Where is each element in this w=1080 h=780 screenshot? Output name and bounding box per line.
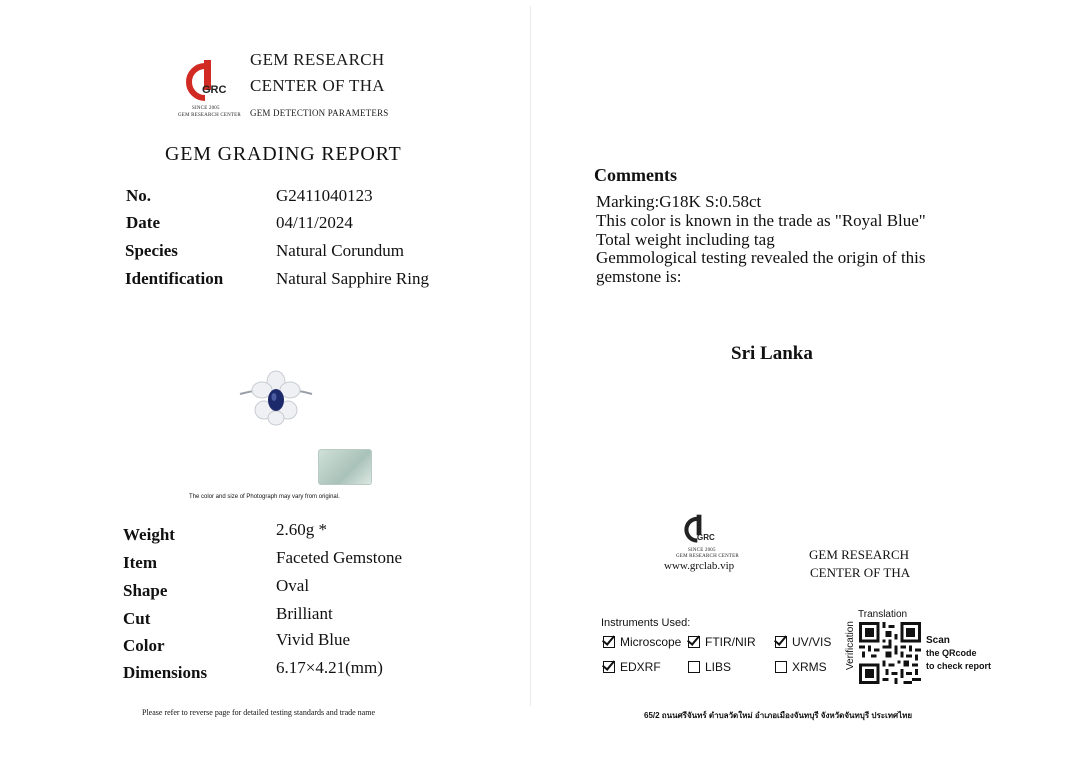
comment-line-marking: Marking:G18K S:0.58ct: [596, 192, 762, 211]
field-value-species: Natural Corundum: [276, 241, 404, 260]
instrument-label: FTIR/NIR: [705, 635, 756, 649]
checkbox-checked-icon: [775, 636, 787, 648]
hologram-sticker: [318, 449, 372, 485]
instruments-title: Instruments Used:: [601, 617, 691, 629]
instrument-label: XRMS: [792, 660, 827, 674]
lab-address: 65/2 ถนนศรีจันทร์ ตำบลวัดใหม่ อำเภอเมืองจันทบุรี จังหวัดจันทบุรี ประเทศไทย: [644, 711, 913, 720]
checkbox-checked-icon: [603, 661, 615, 673]
scan-line-3: to check report: [926, 661, 992, 671]
org-name-line2: CENTER OF THA: [250, 76, 385, 95]
field-value-weight: 2.60g *: [276, 520, 327, 539]
field-label-dimensions: Dimensions: [123, 663, 208, 682]
origin-country: Sri Lanka: [731, 343, 813, 364]
field-label-weight: Weight: [123, 525, 175, 544]
org-subtitle: GEM DETECTION PARAMETERS: [250, 108, 389, 118]
right-logo-org-small: GEM RESEARCH CENTER: [676, 554, 739, 559]
instrument-xrms: [775, 660, 827, 674]
scan-instructions: [926, 634, 991, 673]
logo-since: SINCE 2005: [192, 106, 220, 111]
comment-line-total-weight: Total weight including tag: [596, 230, 775, 249]
field-value-no: G2411040123: [276, 186, 373, 205]
right-logo-letters: GRC: [697, 533, 715, 542]
field-value-identification: Natural Sapphire Ring: [276, 269, 429, 288]
instrument-label: EDXRF: [620, 660, 661, 674]
page-fold-divider: [530, 6, 531, 706]
instrument-microscope: [603, 635, 681, 649]
instrument-uv-vis: [775, 635, 831, 649]
scan-line-2: the QRcode: [926, 648, 977, 658]
report-title: GEM GRADING REPORT: [165, 143, 402, 165]
field-label-shape: Shape: [123, 581, 168, 600]
photo-disclaimer: The color and size of Photograph may vary from original.: [189, 494, 340, 500]
instrument-label: LIBS: [705, 660, 732, 674]
comment-line-gemstone-is: gemstone is:: [596, 267, 682, 286]
translation-label: Translation: [858, 609, 908, 620]
checkbox-checked-icon: [688, 636, 700, 648]
field-value-date: 04/11/2024: [276, 213, 353, 232]
field-label-no: No.: [126, 186, 152, 205]
comment-line-color-trade: This color is known in the trade as "Royal Blue": [596, 211, 926, 230]
ring-photo: [236, 368, 316, 428]
instrument-libs: [688, 660, 731, 674]
field-value-shape: Oval: [276, 576, 310, 595]
logo-letters: GRC: [202, 84, 227, 96]
reverse-page-footnote: Please refer to reverse page for detailed testing standards and trade name: [142, 708, 376, 717]
qr-code-icon[interactable]: [858, 622, 922, 684]
right-org-line1: GEM RESEARCH: [809, 547, 910, 562]
checkbox-unchecked-icon: [775, 661, 787, 673]
field-label-identification: Identification: [125, 269, 224, 288]
comment-line-origin-intro: Gemmological testing revealed the origin of this: [596, 248, 926, 267]
comments-heading: Comments: [594, 165, 677, 185]
field-label-item: Item: [123, 553, 157, 572]
field-label-cut: Cut: [123, 609, 151, 628]
org-name-line1: GEM RESEARCH: [250, 50, 385, 69]
right-org-line2: CENTER OF THA: [810, 565, 911, 580]
field-value-dimensions: 6.17×4.21(mm): [276, 658, 383, 677]
logo-org-small: GEM RESEARCH CENTER: [178, 113, 241, 118]
field-label-date: Date: [126, 213, 160, 232]
right-logo-since: SINCE 2005: [688, 548, 716, 553]
field-label-color: Color: [123, 636, 165, 655]
instrument-label: UV/VIS: [792, 635, 832, 649]
verification-label: Verification: [845, 621, 856, 670]
grc-logo: [184, 58, 228, 104]
instrument-ftir-nir: [688, 635, 756, 649]
field-value-cut: Brilliant: [276, 604, 333, 623]
instrument-label: Microscope: [620, 635, 682, 649]
grc-logo-icon: [184, 58, 228, 104]
checkbox-checked-icon: [603, 636, 615, 648]
scan-line-1: Scan: [926, 635, 950, 646]
checkbox-unchecked-icon: [688, 661, 700, 673]
field-value-item: Faceted Gemstone: [276, 548, 403, 567]
website-url: www.grclab.vip: [664, 560, 735, 572]
instrument-edxrf: [603, 660, 661, 674]
field-label-species: Species: [125, 241, 178, 260]
field-value-color: Vivid Blue: [276, 630, 351, 649]
